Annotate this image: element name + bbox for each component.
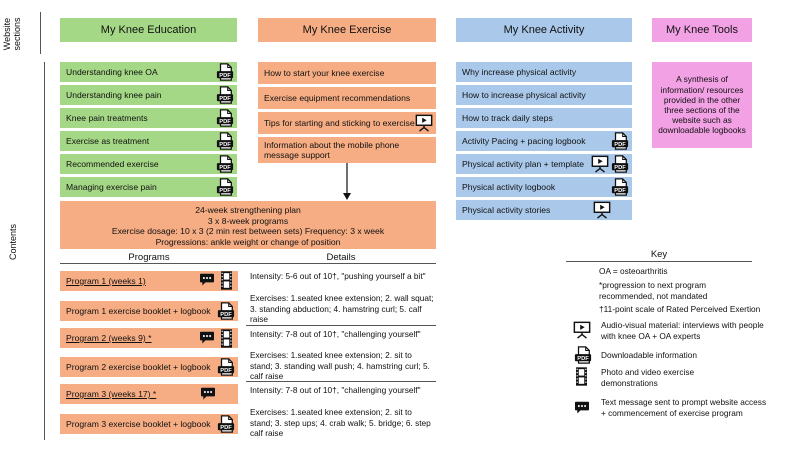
section-activity: My Knee Activity	[456, 18, 632, 42]
exercise-item	[258, 87, 436, 109]
exercise-item	[258, 112, 436, 134]
exercise-item-label: Tips for starting and sticking to exercise	[264, 118, 415, 128]
details-header: Details	[326, 252, 356, 263]
education-item-label: Managing exercise pain	[66, 182, 157, 192]
pdf-icon	[611, 132, 629, 150]
exercise-item-label: Information about the mobile phone message support	[264, 140, 400, 160]
pdf-icon	[216, 155, 234, 173]
section-tools: My Knee Tools	[652, 18, 752, 42]
program-1-exercises: Exercises: 1.seated knee extension; 2. wall squat; 3. standing abduction; 4. hamstring curl; 5. calf raise	[250, 293, 434, 324]
pdf-icon	[216, 132, 234, 150]
activity-item-label: Physical activity logbook	[462, 182, 556, 192]
pdf-icon	[216, 86, 234, 104]
education-item-label: Exercise as treatment	[66, 136, 150, 146]
audio-visual-icon	[593, 201, 611, 219]
activity-item	[456, 108, 632, 128]
activity-item	[456, 85, 632, 105]
programs-header: Programs	[128, 252, 170, 263]
program-booklet-label: Program 2 exercise booklet + logbook	[66, 362, 211, 372]
sms-icon	[200, 387, 216, 401]
strengthening-plan	[60, 201, 436, 249]
program-3-intensity: Intensity: 7-8 out of 10†, "challenging yourself"	[250, 385, 421, 395]
education-item	[60, 131, 237, 151]
key-photo-video: Photo and video exercise demonstrations	[601, 367, 695, 388]
pdf-icon	[574, 346, 592, 364]
sms-icon	[199, 331, 215, 345]
contents-bracket	[44, 62, 45, 440]
key-star: *progression to next program recommended, not mandated	[599, 280, 708, 301]
plan-programs: 3 x 8-week programs	[207, 215, 289, 226]
audio-visual-icon	[415, 114, 433, 132]
pdf-icon	[216, 109, 234, 127]
program-divider	[246, 325, 436, 326]
plan-title: 24-week strengthening plan	[195, 205, 301, 215]
program-3-exercises: Exercises: 1.seated knee extension; 2. sit to stand; 3. step ups; 4. crab walk; 5. bridge; 6. step calf raise	[250, 407, 431, 438]
program-2-intensity: Intensity: 7-8 out of 10†, "challenging yourself"	[250, 329, 421, 339]
film-icon	[221, 329, 232, 348]
key-title: Key	[650, 249, 668, 260]
activity-item-label: Activity Pacing + pacing logbook	[462, 136, 586, 146]
education-item	[60, 177, 237, 197]
program-booklet-label: Program 3 exercise booklet + logbook	[66, 419, 211, 429]
tools-description: A synthesis of information/ resources provided in the other three sections of the website such as downloadable logbooks	[658, 74, 746, 136]
film-icon	[576, 367, 587, 386]
education-item-label: Recommended exercise	[66, 159, 159, 169]
sms-icon	[574, 401, 590, 415]
exercise-item	[258, 62, 436, 84]
activity-item-label: Physical activity stories	[462, 205, 551, 215]
program-2-exercises: Exercises: 1.seated knee extension; 2. sit to stand; 3. standing wall push; 4. hamstring curl; 5. calf raise	[250, 350, 430, 381]
activity-item	[456, 62, 632, 82]
program-title-label: Program 1 (weeks 1)	[66, 276, 146, 286]
sms-icon	[199, 273, 215, 287]
header-rule	[60, 263, 436, 264]
exercise-item	[258, 137, 436, 163]
pdf-icon	[217, 358, 235, 376]
key-audio-visual: Audio-visual material: interviews with people with knee OA + OA experts	[601, 320, 764, 341]
plan-dosage: Exercise dosage: 10 x 3 (2 min rest between sets) Frequency: 3 x week	[111, 226, 385, 237]
tools-box	[652, 62, 752, 148]
program-2-booklet	[60, 357, 238, 377]
key-dagger: †11-point scale of Rated Perceived Exertion	[599, 304, 761, 314]
education-item-label: Understanding knee OA	[66, 67, 158, 77]
section-exercise: My Knee Exercise	[258, 18, 436, 42]
pdf-icon	[217, 415, 235, 433]
pdf-icon	[217, 302, 235, 320]
activity-item	[456, 131, 632, 151]
film-icon	[221, 271, 232, 290]
audio-visual-icon	[573, 321, 591, 339]
key-pdf: Downloadable information	[601, 350, 697, 360]
pdf-icon	[216, 178, 234, 196]
activity-item-label: Why increase physical activity	[462, 67, 577, 77]
pdf-icon	[216, 63, 234, 81]
exercise-item-label: How to start your knee exercise	[264, 68, 385, 78]
program-booklet-label: Program 1 exercise booklet + logbook	[66, 306, 211, 316]
education-item	[60, 62, 237, 82]
activity-item	[456, 177, 632, 197]
key-oa: OA = osteoarthritis	[599, 266, 668, 276]
plan-progressions: Progressions: ankle weight or change of position	[155, 236, 341, 247]
program-title-label: Program 2 (weeks 9) *	[66, 333, 152, 343]
exercise-item-label: Exercise equipment recommendations	[264, 93, 411, 103]
section-education: My Knee Education	[60, 18, 237, 42]
program-3-booklet	[60, 414, 238, 434]
contents-label: Contents	[8, 223, 18, 261]
education-item-label: Understanding knee pain	[66, 90, 162, 100]
audio-visual-icon	[591, 155, 609, 173]
education-item	[60, 154, 237, 174]
education-item-label: Knee pain treatments	[66, 113, 148, 123]
website-sections-bracket	[40, 12, 41, 54]
program-divider	[246, 381, 436, 382]
activity-item-label: How to increase physical activity	[462, 90, 586, 100]
website-sections-label: Website sections	[2, 17, 22, 51]
program-1-intensity: Intensity: 5-6 out of 10†, "pushing yourself a bit"	[250, 271, 426, 281]
program-title-label: Program 3 (weeks 17) *	[66, 389, 157, 399]
key-text-message: Text message sent to prompt website access + commencement of exercise program	[601, 397, 767, 418]
activity-item-label: How to track daily steps	[462, 113, 553, 123]
program-1-booklet	[60, 301, 238, 321]
pdf-icon	[611, 178, 629, 196]
pdf-icon	[611, 155, 629, 173]
education-item	[60, 108, 237, 128]
activity-item-label: Physical activity plan + template	[462, 159, 585, 169]
flow-arrow	[341, 163, 353, 201]
education-item	[60, 85, 237, 105]
key-rule	[566, 261, 752, 262]
